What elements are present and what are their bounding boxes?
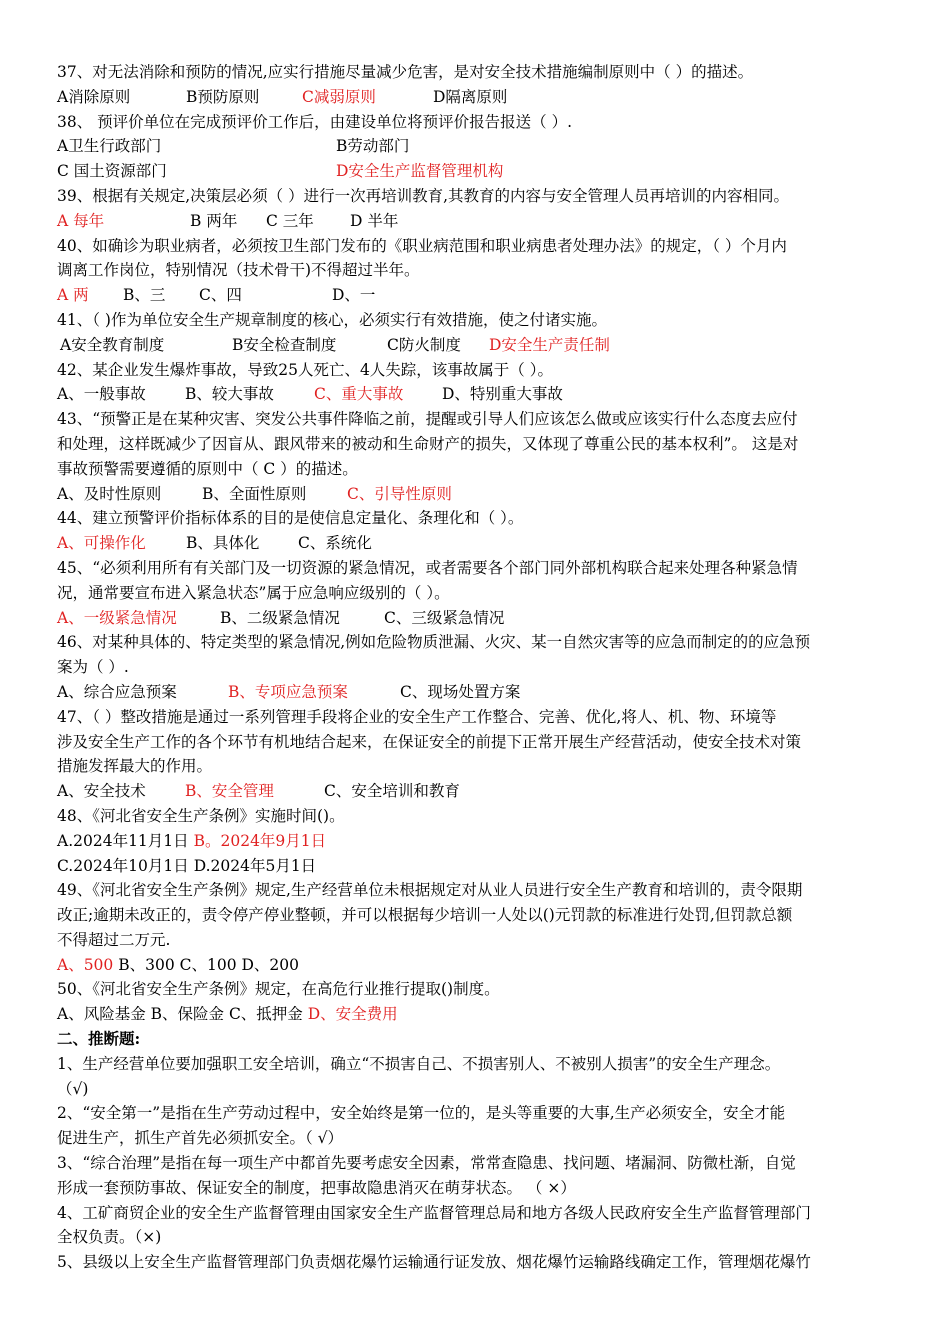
q42-stem: 42、某企业发生爆炸事故，导致25人死亡、4人失踪，该事故属于（ ）。 bbox=[57, 360, 553, 379]
q47-options bbox=[57, 779, 893, 804]
q38-stem: 38、 预评价单位在完成预评价工作后，由建设单位将预评价报告报送（ ）. bbox=[57, 112, 573, 131]
q45-stem-line2: 况，通常要宣布进入紧急状态”属于应急响应级别的（ ）。 bbox=[57, 583, 450, 602]
q39-option-b: B 两年 bbox=[190, 211, 238, 230]
q38-option-b: B劳动部门 bbox=[336, 137, 410, 156]
q40-option-c: C、四 bbox=[199, 286, 242, 305]
judge-1-line1: 1、生产经营单位要加强职工安全培训，确立“不损害自己、不损害别人、不被别人损害”的安全生产理念。 bbox=[57, 1054, 781, 1073]
q37-option-a: A消除原则 bbox=[57, 87, 131, 106]
q42-option-d: D、特别重大事故 bbox=[442, 385, 563, 404]
q45-stem-line1: 45、“必须利用所有有关部门及一切资源的紧急情况，或者需要各个部门同外部机构联合起来处理各种紧急情 bbox=[57, 558, 798, 577]
q47-stem-line3: 措施发挥最大的作用。 bbox=[57, 757, 213, 776]
q41-option-a: A安全教育制度 bbox=[60, 335, 165, 354]
q43-option-b: B、全面性原则 bbox=[202, 484, 307, 503]
q38-option-d-answer: D安全生产监督管理机构 bbox=[336, 162, 504, 181]
q44-option-a-answer: A、可操作化 bbox=[57, 534, 146, 553]
q47-option-a: A、安全技术 bbox=[57, 782, 146, 801]
judge-2-line1: 2、“安全第一”是指在生产劳动过程中，安全始终是第一位的，是头等重要的大事,生产必须安全，安全才能 bbox=[57, 1104, 786, 1123]
q49-stem-line3: 不得超过二万元. bbox=[57, 930, 171, 949]
q50-options bbox=[57, 1002, 893, 1027]
judge-4-line2: 全权负责。（×) bbox=[57, 1228, 162, 1247]
q45-option-b: B、二级紧急情况 bbox=[220, 608, 340, 627]
q46-options bbox=[57, 680, 893, 705]
q42-option-b: B、较大事故 bbox=[185, 385, 274, 404]
q43-stem-line2: 和处理，这样既减少了因盲从、跟风带来的被动和生命财产的损失，又体现了尊重公民的基本权利”。 这是对 bbox=[57, 434, 799, 453]
q39-options bbox=[57, 209, 893, 234]
judge-3-line1: 3、“综合治理”是指在每一项生产中都首先要考虑安全因素，常常查隐患、找问题、堵漏洞、防微杜渐，自觉 bbox=[57, 1154, 796, 1173]
q50-option-d-answer: D、安全费用 bbox=[307, 1005, 398, 1024]
q46-option-b-answer: B、专项应急预案 bbox=[228, 682, 348, 701]
q50-stem: 50、《河北省安全生产条例》规定，在高危行业推行提取()制度。 bbox=[57, 980, 500, 999]
q42-options bbox=[57, 382, 893, 407]
q37-stem: 37、对无法消除和预防的情况,应实行措施尽量减少危害，是对安全技术措施编制原则中（ ）的描述。 bbox=[57, 63, 754, 81]
q44-option-b: B、具体化 bbox=[186, 534, 260, 553]
q40-stem-line2: 调离工作岗位，特别情况（技术骨干)不得超过半年。 bbox=[57, 261, 420, 280]
q44-options bbox=[57, 531, 893, 556]
q37-option-c-answer: C减弱原则 bbox=[302, 87, 376, 106]
q38-options-row2 bbox=[57, 159, 893, 184]
q40-option-a-answer: A 两 bbox=[57, 286, 89, 305]
q43-option-a: A、及时性原则 bbox=[57, 484, 162, 503]
q49-options bbox=[57, 953, 893, 978]
q39-option-a-answer: A 每年 bbox=[57, 211, 105, 230]
q39-stem: 39、根据有关规定,决策层必须（ ）进行一次再培训教育,其教育的内容与安全管理人员再培训的内容相同。 bbox=[57, 186, 790, 205]
q38-options-row1 bbox=[57, 134, 893, 159]
q49-stem-line1: 49、《河北省安全生产条例》规定,生产经营单位未根据规定对从业人员进行安全生产教育和培训的，责令限期 bbox=[57, 881, 803, 900]
q37-options bbox=[57, 85, 893, 110]
q41-option-c: C防火制度 bbox=[387, 335, 461, 354]
q38-option-a: A卫生行政部门 bbox=[57, 137, 162, 156]
q48-stem: 48、《河北省安全生产条例》实施时间()。 bbox=[57, 806, 345, 825]
judge-1-line2: （√) bbox=[57, 1079, 89, 1098]
q45-option-a-answer: A、一级紧急情况 bbox=[57, 608, 177, 627]
q50-options-abc: A、风险基金 B、保险金 C、抵押金 bbox=[57, 1005, 308, 1024]
judge-4-line1: 4、工矿商贸企业的安全生产监督管理由国家安全生产监督管理总局和地方各级人民政府安全生产监督管理部门 bbox=[57, 1203, 811, 1222]
q38-option-c: C 国土资源部门 bbox=[57, 162, 167, 181]
q46-option-c: C、现场处置方案 bbox=[400, 682, 521, 701]
q47-option-b-answer: B、安全管理 bbox=[185, 782, 274, 801]
q45-option-c: C、三级紧急情况 bbox=[384, 608, 505, 627]
judge-5-line1: 5、县级以上安全生产监督管理部门负责烟花爆竹运输通行证发放、烟花爆竹运输路线确定工作，管理烟花爆竹 bbox=[57, 1253, 811, 1272]
q40-stem-line1: 40、如确诊为职业病者，必须按卫生部门发布的《职业病范围和职业病患者处理办法》的规定，（ ）个月内 bbox=[57, 236, 787, 255]
q43-stem-line1: 43、“预警正是在某种灾害、突发公共事件降临之前，提醒或引导人们应该怎么做或应该实行什么态度去应付 bbox=[57, 410, 798, 429]
q49-option-a-answer: A、500 bbox=[57, 955, 114, 974]
q40-options bbox=[57, 283, 893, 308]
q48-option-d: D.2024年5月1日 bbox=[193, 856, 317, 875]
q45-options bbox=[57, 606, 893, 631]
q44-option-c: C、系统化 bbox=[298, 534, 372, 553]
q41-option-b: B安全检查制度 bbox=[232, 335, 337, 354]
q47-stem-line1: 47、（ ）整改措施是通过一系列管理手段将企业的安全生产工作整合、完善、优化,将人、机、物、环境等 bbox=[57, 707, 777, 726]
section-2-heading: 二、推断题: bbox=[57, 1029, 141, 1049]
q47-option-c: C、安全培训和教育 bbox=[324, 782, 460, 801]
q49-options-rest: B、300 C、100 D、200 bbox=[113, 955, 299, 974]
judge-2-line2: 促进生产，抓生产首先必须抓安全。（ √） bbox=[57, 1129, 344, 1148]
q46-stem-line2: 案为（ ）. bbox=[57, 658, 129, 677]
q46-option-a: A、综合应急预案 bbox=[57, 682, 177, 701]
q40-option-d: D、一 bbox=[332, 286, 376, 305]
q48-options-row2 bbox=[57, 854, 893, 879]
q40-option-b: B、三 bbox=[123, 286, 166, 305]
q37-option-b: B预防原则 bbox=[186, 87, 260, 106]
q37-option-d: D隔离原则 bbox=[433, 87, 508, 106]
q42-option-a: A、一般事故 bbox=[57, 385, 146, 404]
q41-stem: 41、（ )作为单位安全生产规章制度的核心，必须实行有效措施，使之付诸实施。 bbox=[57, 310, 607, 329]
q48-option-b-answer: B。2024年9月1日 bbox=[193, 831, 327, 850]
document-page bbox=[57, 60, 893, 1275]
q48-option-a: A.2024年11月1日 bbox=[57, 831, 189, 850]
q43-options bbox=[57, 482, 893, 507]
q39-option-c: C 三年 bbox=[266, 211, 314, 230]
q41-option-d-answer: D安全生产责任制 bbox=[489, 335, 610, 354]
q43-option-c-answer: C、引导性原则 bbox=[347, 484, 452, 503]
q46-stem-line1: 46、对某种具体的、特定类型的紧急情况,例如危险物质泄漏、火灾、某一自然灾害等的应急而制定的的应急预 bbox=[57, 633, 811, 652]
q48-option-c: C.2024年10月1日 bbox=[57, 856, 189, 875]
judge-3-line2: 形成一套预防事故、保证安全的制度，把事故隐患消灭在萌芽状态。 （ ×） bbox=[57, 1178, 576, 1197]
q42-option-c-answer: C、重大事故 bbox=[314, 385, 404, 404]
q47-stem-line2: 涉及安全生产工作的各个环节有机地结合起来，在保证安全的前提下正常开展生产经营活动，使安全技术对策 bbox=[57, 732, 802, 751]
q43-stem-line3: 事故预警需要遵循的原则中（ C ）的描述。 bbox=[57, 459, 358, 478]
q41-options bbox=[57, 333, 893, 358]
q49-stem-line2: 改正;逾期未改正的，责令停产停业整顿，并可以根据每少培训一人处以()元罚款的标准进行处罚,但罚款总额 bbox=[57, 906, 793, 925]
q39-option-d: D 半年 bbox=[350, 211, 399, 230]
q48-options-row1 bbox=[57, 829, 893, 854]
q44-stem: 44、建立预警评价指标体系的目的是使信息定量化、条理化和（ ）。 bbox=[57, 509, 524, 528]
